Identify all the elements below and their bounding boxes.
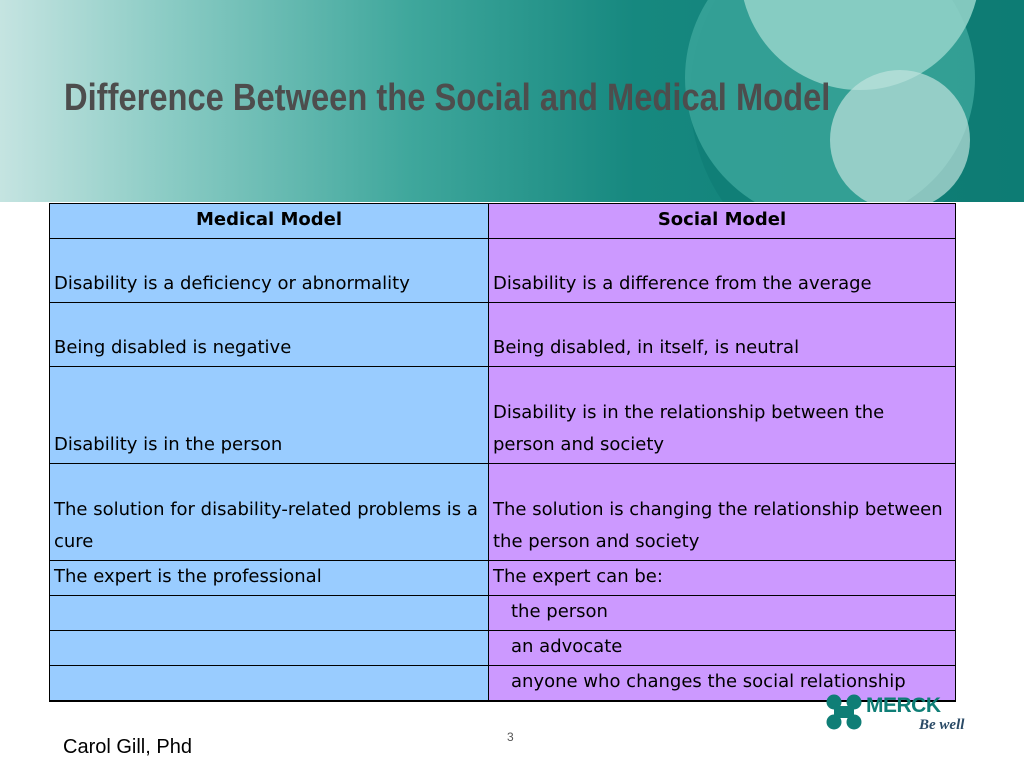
table-row xyxy=(50,561,956,596)
social-cell: Being disabled, in itself, is neutral xyxy=(489,303,956,367)
medical-cell xyxy=(50,666,489,702)
author-credit: Carol Gill, Phd xyxy=(63,736,192,758)
table-row xyxy=(50,464,956,561)
table-row xyxy=(50,666,956,702)
table-row xyxy=(50,596,956,631)
merck-logo-icon xyxy=(824,692,864,732)
medical-cell xyxy=(50,631,489,666)
table-row xyxy=(50,303,956,367)
table-row xyxy=(50,367,956,464)
header-social-model: Social Model xyxy=(489,204,956,239)
table-row xyxy=(50,239,956,303)
medical-cell: The expert is the professional xyxy=(50,561,489,596)
slide-title: Difference Between the Social and Medical Model xyxy=(64,77,831,119)
social-cell: anyone who changes the social relationship xyxy=(489,666,956,702)
comparison-table xyxy=(49,203,956,702)
social-cell: The expert can be: xyxy=(489,561,956,596)
table-header-row xyxy=(50,204,956,239)
merck-wordmark: MERCK xyxy=(866,694,941,717)
header-medical-model: Medical Model xyxy=(50,204,489,239)
social-cell: an advocate xyxy=(489,631,956,666)
merck-logo xyxy=(824,690,974,736)
medical-cell xyxy=(50,596,489,631)
page-number: 3 xyxy=(507,730,514,744)
medical-cell: Disability is in the person xyxy=(50,367,489,464)
social-cell: the person xyxy=(489,596,956,631)
social-cell: Disability is in the relationship between the person and society xyxy=(489,367,956,464)
medical-cell: Disability is a deficiency or abnormality xyxy=(50,239,489,303)
merck-tagline: Be well xyxy=(919,717,965,733)
table-row xyxy=(50,631,956,666)
medical-cell: The solution for disability-related problems is a cure xyxy=(50,464,489,561)
social-cell: Disability is a difference from the average xyxy=(489,239,956,303)
medical-cell: Being disabled is negative xyxy=(50,303,489,367)
social-cell: The solution is changing the relationship between the person and society xyxy=(489,464,956,561)
